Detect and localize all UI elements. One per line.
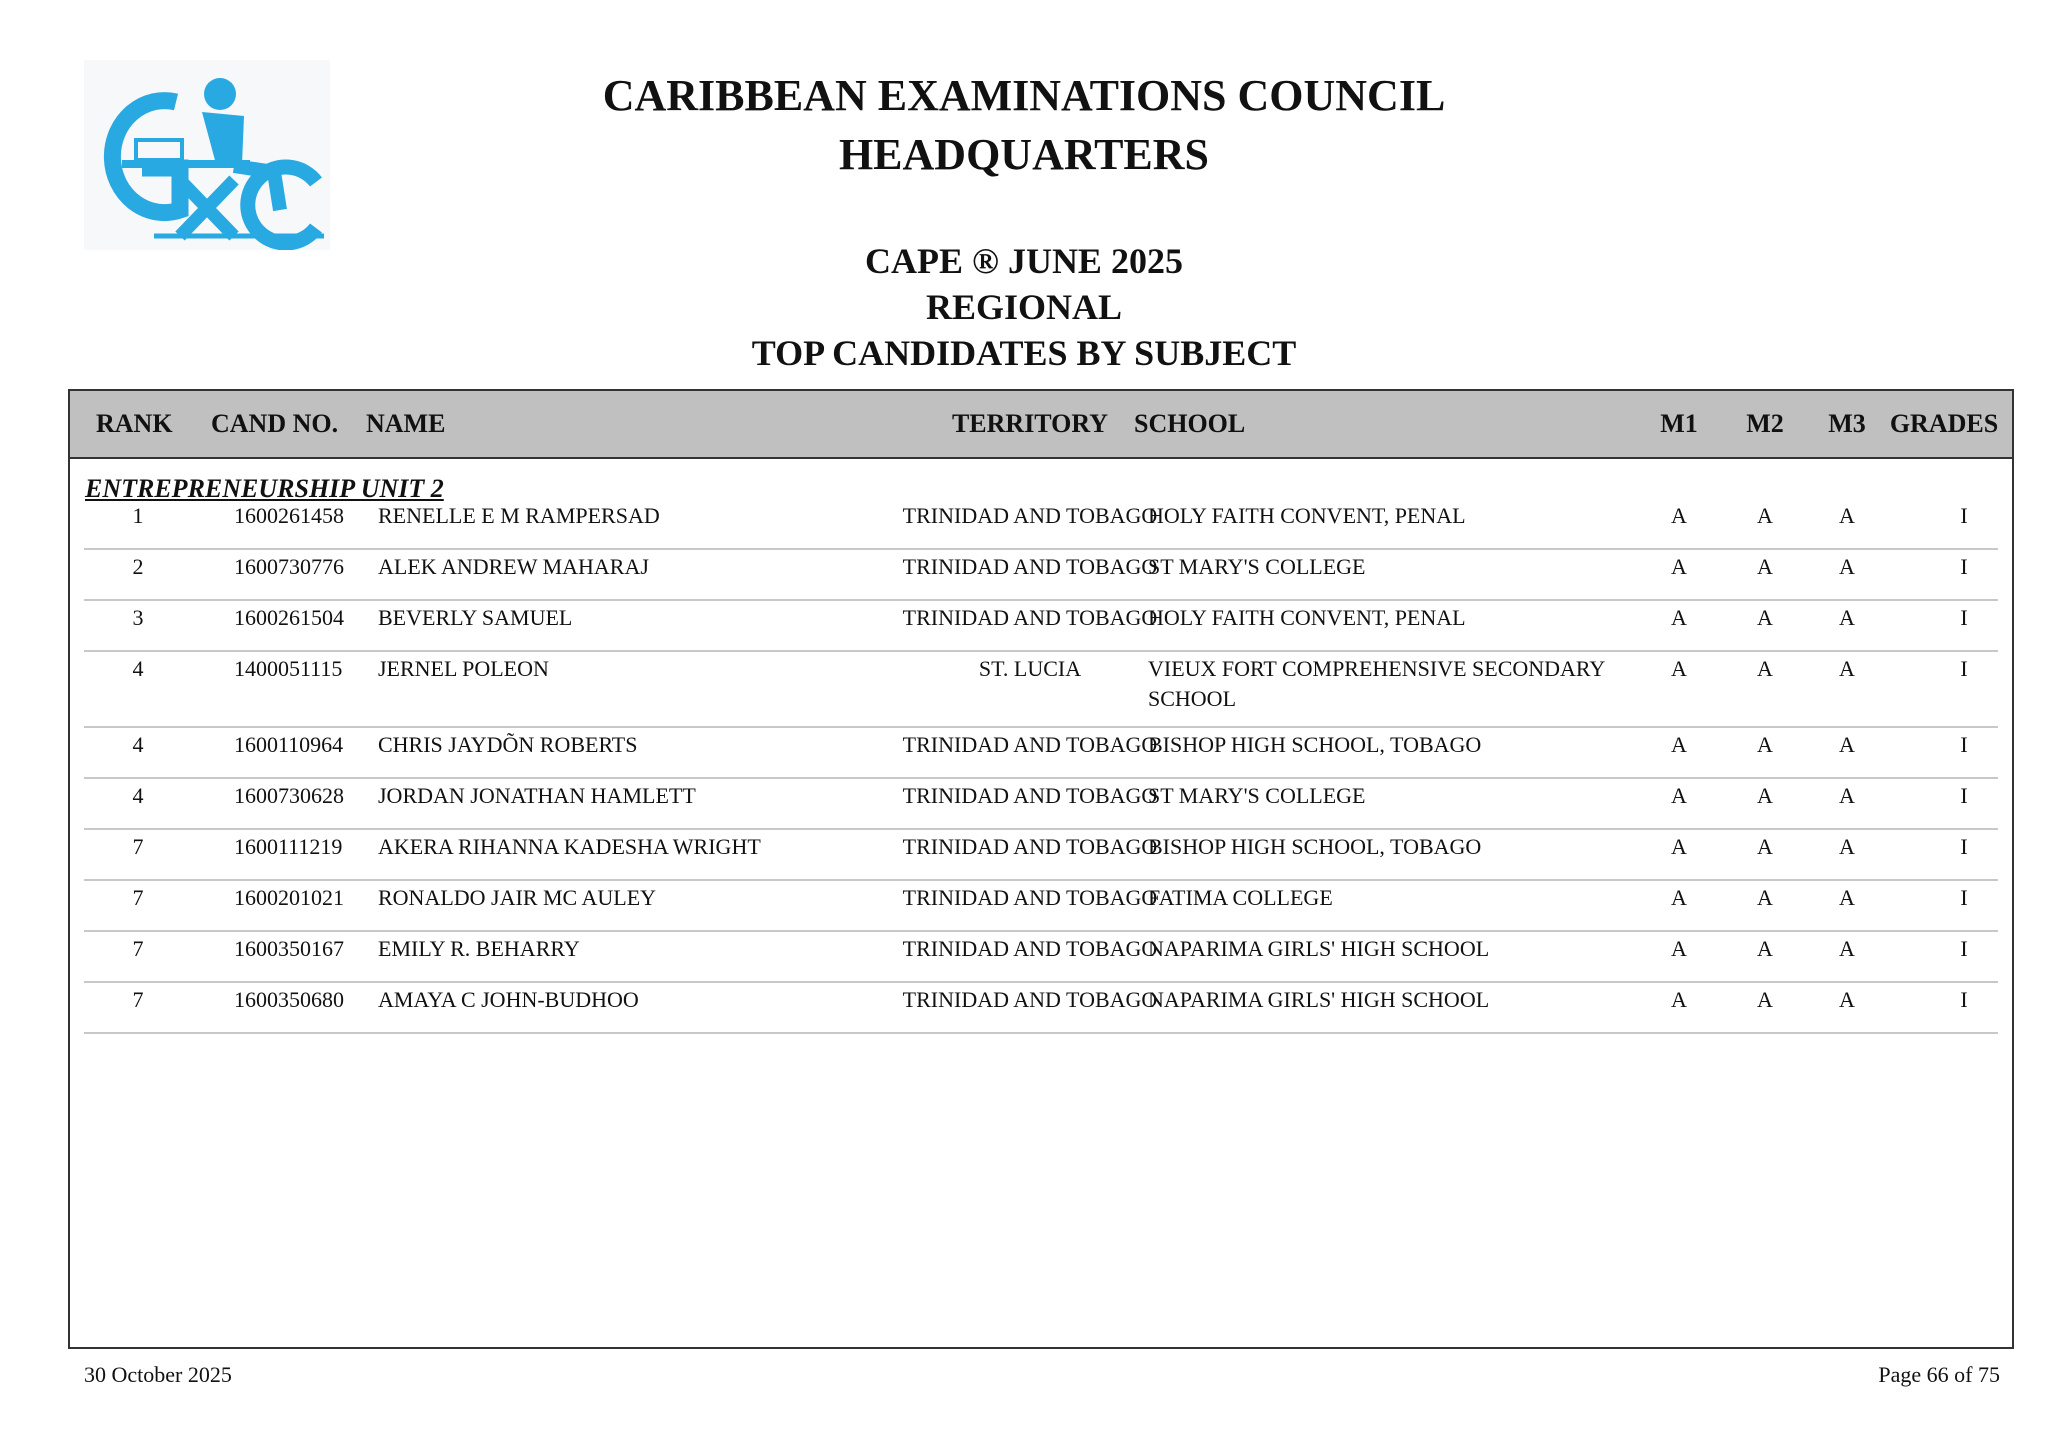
school-cell: ST MARY'S COLLEGE [1148, 783, 1366, 808]
rank-cell: 2 [132, 554, 144, 579]
candidate-name-cell: BEVERLY SAMUEL [378, 605, 573, 630]
column-header-rank: RANK [96, 409, 173, 438]
m3-cell: A [1839, 656, 1855, 681]
candidate-number-cell: 1600261504 [234, 605, 344, 630]
m3-cell: A [1839, 987, 1855, 1012]
m3-cell: A [1839, 885, 1855, 910]
m2-cell: A [1757, 783, 1773, 808]
school-cell: FATIMA COLLEGE [1148, 885, 1333, 910]
m2-cell: A [1757, 656, 1773, 681]
footer-page-number: Page 66 of 75 [1878, 1362, 2000, 1387]
m1-cell: A [1671, 885, 1687, 910]
table-header-row [70, 391, 2012, 459]
territory-cell: TRINIDAD AND TOBAGO [902, 732, 1158, 757]
school-cell: VIEUX FORT COMPREHENSIVE SECONDARY SCHOOL [1148, 656, 1605, 711]
column-header-school: SCHOOL [1134, 409, 1246, 438]
table-row [84, 828, 1998, 881]
school-cell: BISHOP HIGH SCHOOL, TOBAGO [1148, 732, 1482, 757]
rank-cell: 3 [132, 605, 144, 630]
grade-cell: I [1960, 936, 1968, 961]
exam-title: CAPE ® JUNE 2025 [865, 241, 1183, 281]
territory-cell: TRINIDAD AND TOBAGO [902, 885, 1158, 910]
column-header-m1: M1 [1660, 409, 1698, 438]
m2-cell: A [1757, 987, 1773, 1012]
candidate-number-cell: 1600201021 [234, 885, 344, 910]
column-header-grades: GRADES [1889, 409, 1999, 438]
table-row [84, 650, 1998, 728]
territory-cell: ST. LUCIA [978, 656, 1082, 681]
school-cell: HOLY FAITH CONVENT, PENAL [1148, 605, 1466, 630]
table-row [84, 497, 1998, 550]
grade-cell: I [1960, 834, 1968, 859]
candidate-name-cell: RENELLE E M RAMPERSAD [378, 503, 660, 528]
rank-cell: 1 [132, 503, 144, 528]
territory-cell: TRINIDAD AND TOBAGO [902, 834, 1158, 859]
m1-cell: A [1671, 783, 1687, 808]
candidate-name-cell: AKERA RIHANNA KADESHA WRIGHT [378, 834, 761, 859]
territory-cell: TRINIDAD AND TOBAGO [902, 783, 1158, 808]
territory-cell: TRINIDAD AND TOBAGO [902, 987, 1158, 1012]
m3-cell: A [1839, 936, 1855, 961]
grade-cell: I [1960, 554, 1968, 579]
org-subtitle: HEADQUARTERS [838, 130, 1210, 179]
grade-cell: I [1960, 987, 1968, 1012]
report-header-exam [0, 238, 2048, 376]
m1-cell: A [1671, 834, 1687, 859]
m2-cell: A [1757, 605, 1773, 630]
rank-cell: 7 [132, 885, 144, 910]
m2-cell: A [1757, 936, 1773, 961]
candidate-number-cell: 1600350680 [234, 987, 344, 1012]
column-header-cand-no: CAND NO. [211, 409, 339, 438]
m3-cell: A [1839, 783, 1855, 808]
m1-cell: A [1671, 605, 1687, 630]
candidate-name-cell: RONALDO JAIR MC AULEY [378, 885, 657, 910]
m1-cell: A [1671, 987, 1687, 1012]
table-row [84, 777, 1998, 830]
table-row [84, 930, 1998, 983]
table-row [84, 548, 1998, 601]
m3-cell: A [1839, 732, 1855, 757]
m1-cell: A [1671, 554, 1687, 579]
territory-cell: TRINIDAD AND TOBAGO [902, 936, 1158, 961]
grade-cell: I [1960, 783, 1968, 808]
rank-cell: 4 [132, 656, 144, 681]
rank-cell: 7 [132, 936, 144, 961]
m2-cell: A [1757, 732, 1773, 757]
territory-cell: TRINIDAD AND TOBAGO [902, 554, 1158, 579]
column-header-territory: TERRITORY [951, 409, 1109, 438]
m2-cell: A [1757, 885, 1773, 910]
candidate-number-cell: 1400051115 [234, 656, 343, 681]
table-row [84, 879, 1998, 932]
school-cell: NAPARIMA GIRLS' HIGH SCHOOL [1148, 987, 1490, 1012]
rank-cell: 4 [132, 732, 144, 757]
column-header-m2: M2 [1746, 409, 1784, 438]
subject-heading: ENTREPRENEURSHIP UNIT 2 [85, 474, 444, 503]
grade-cell: I [1960, 503, 1968, 528]
m1-cell: A [1671, 503, 1687, 528]
rank-cell: 7 [132, 834, 144, 859]
territory-cell: TRINIDAD AND TOBAGO [902, 605, 1158, 630]
candidate-number-cell: 1600261458 [234, 503, 344, 528]
table-row [84, 981, 1998, 1034]
grade-cell: I [1960, 732, 1968, 757]
grade-cell: I [1960, 885, 1968, 910]
candidate-number-cell: 1600111219 [234, 834, 343, 859]
table-row [84, 599, 1998, 652]
m3-cell: A [1839, 605, 1855, 630]
candidate-name-cell: JORDAN JONATHAN HAMLETT [378, 783, 696, 808]
school-cell: HOLY FAITH CONVENT, PENAL [1148, 503, 1466, 528]
candidate-name-cell: JERNEL POLEON [378, 656, 549, 681]
m1-cell: A [1671, 656, 1687, 681]
territory-cell: TRINIDAD AND TOBAGO [902, 503, 1158, 528]
school-cell: NAPARIMA GIRLS' HIGH SCHOOL [1148, 936, 1490, 961]
school-cell: ST MARY'S COLLEGE [1148, 554, 1366, 579]
org-title: CARIBBEAN EXAMINATIONS COUNCIL [602, 71, 1446, 120]
candidate-number-cell: 1600350167 [234, 936, 344, 961]
candidate-number-cell: 1600110964 [234, 732, 344, 757]
m3-cell: A [1839, 554, 1855, 579]
school-cell: BISHOP HIGH SCHOOL, TOBAGO [1148, 834, 1482, 859]
grade-cell: I [1960, 656, 1968, 681]
m1-cell: A [1671, 732, 1687, 757]
report-header-org [0, 66, 2048, 184]
column-header-m3: M3 [1828, 409, 1866, 438]
m3-cell: A [1839, 834, 1855, 859]
report-title: TOP CANDIDATES BY SUBJECT [751, 333, 1297, 373]
m2-cell: A [1757, 503, 1773, 528]
m1-cell: A [1671, 936, 1687, 961]
table-row [84, 726, 1998, 779]
m3-cell: A [1839, 503, 1855, 528]
grade-cell: I [1960, 605, 1968, 630]
scope-title: REGIONAL [925, 287, 1123, 327]
candidate-name-cell: EMILY R. BEHARRY [378, 936, 580, 961]
candidate-name-cell: CHRIS JAYDÕN ROBERTS [378, 732, 638, 757]
candidate-name-cell: AMAYA C JOHN-BUDHOO [378, 987, 639, 1012]
m2-cell: A [1757, 554, 1773, 579]
m2-cell: A [1757, 834, 1773, 859]
candidate-number-cell: 1600730776 [234, 554, 344, 579]
candidate-name-cell: ALEK ANDREW MAHARAJ [378, 554, 649, 579]
candidate-number-cell: 1600730628 [234, 783, 344, 808]
results-table [68, 389, 2014, 1349]
column-header-name: NAME [366, 409, 446, 438]
footer-date: 30 October 2025 [84, 1362, 232, 1387]
rank-cell: 4 [132, 783, 144, 808]
rank-cell: 7 [132, 987, 144, 1012]
